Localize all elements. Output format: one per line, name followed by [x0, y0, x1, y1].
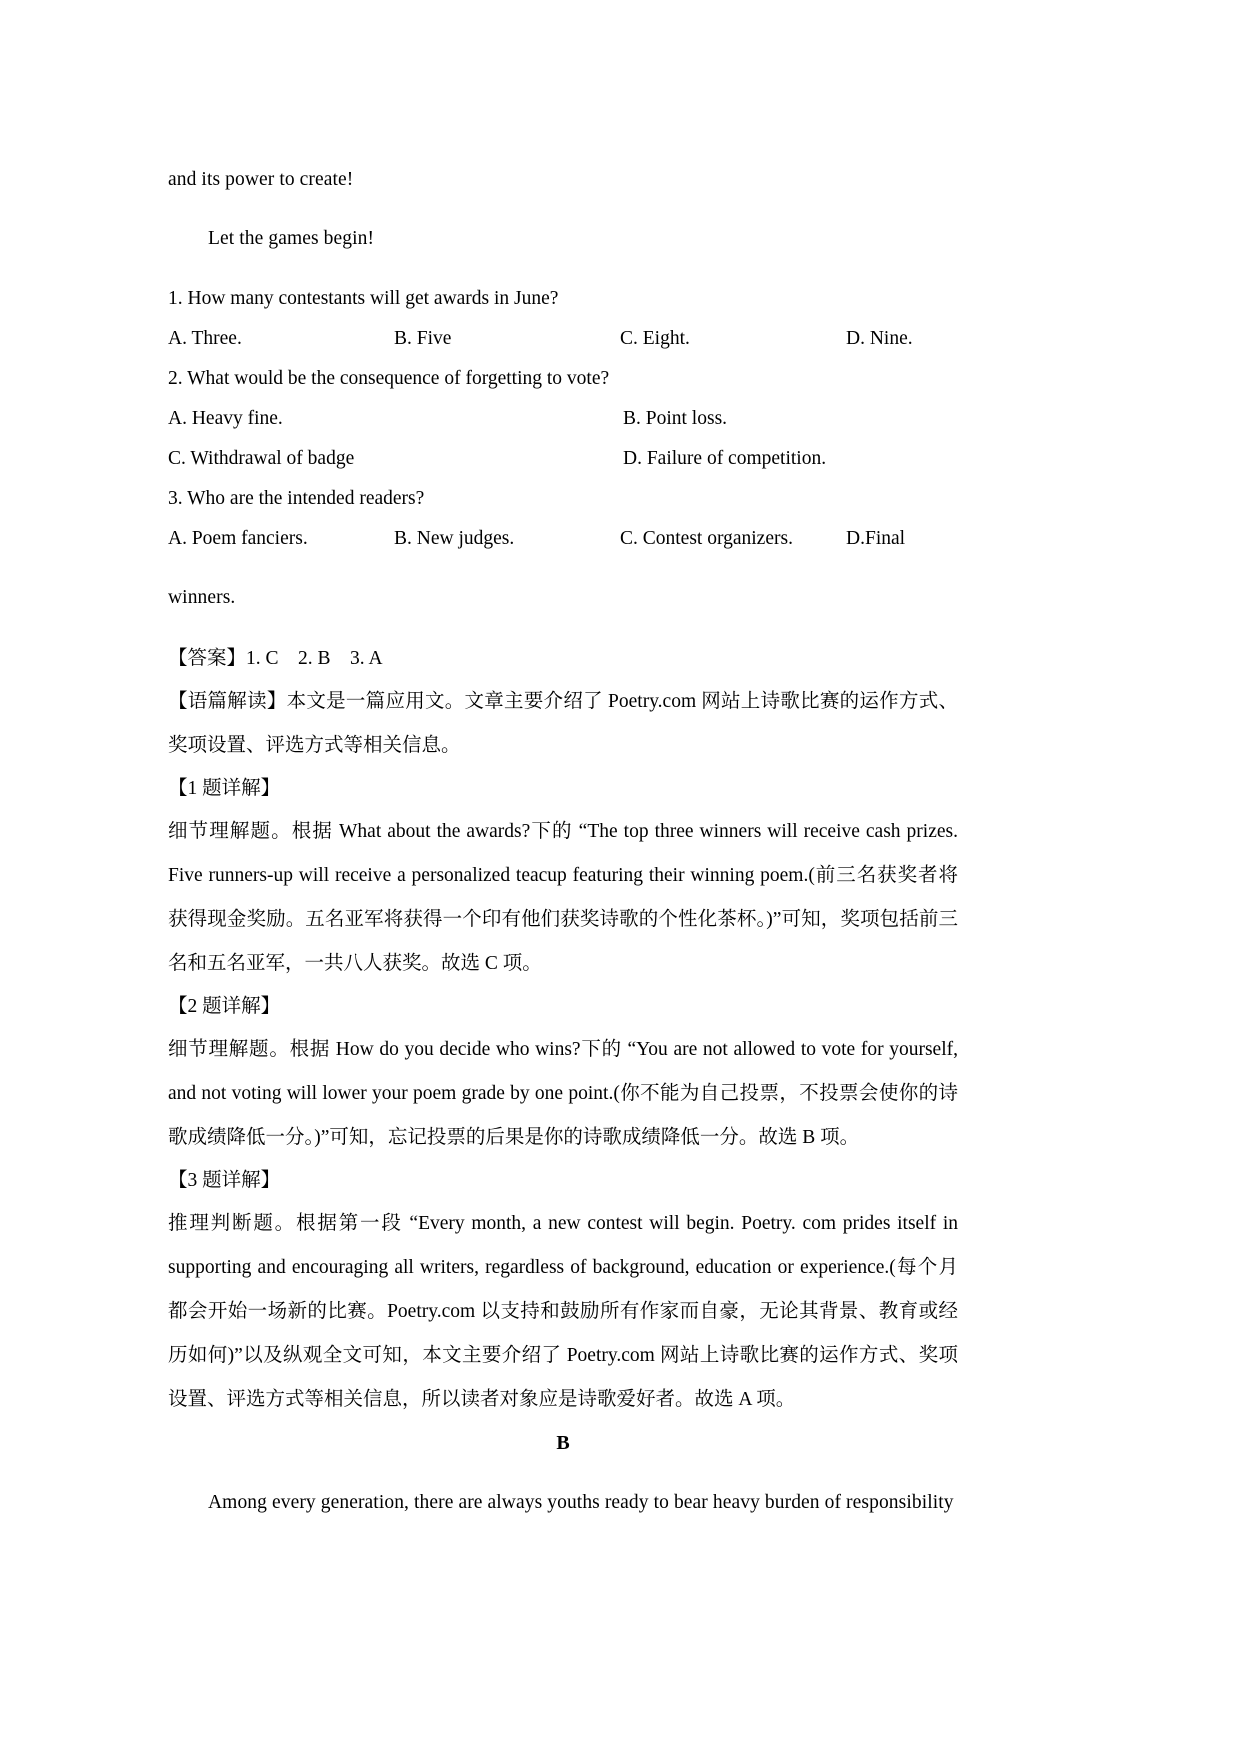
continued-text-line: and its power to create! — [168, 168, 354, 190]
explanation-3-heading: 【3 题详解】 — [168, 1169, 281, 1191]
question-1-options — [168, 319, 958, 359]
answer-label: 【答案】 — [168, 647, 247, 669]
section-b-first-paragraph: Among every generation, there are always youths ready to bear heavy burden of responsibility — [208, 1492, 954, 1513]
question-2-stem: 2. What would be the consequence of forgetting to vote? — [168, 367, 610, 389]
question-3-option-d-word: Final — [864, 527, 906, 549]
question-3-stem: 3. Who are the intended readers? — [168, 487, 425, 509]
question-3-option-b[interactable]: B. New judges. — [394, 527, 515, 549]
question-2-option-a[interactable]: A. Heavy fine. — [168, 407, 283, 429]
answer-key-line — [168, 638, 958, 680]
question-2-option-b[interactable]: B. Point loss. — [623, 407, 728, 429]
let-the-games-begin-line: Let the games begin! — [208, 228, 375, 249]
question-1-option-a[interactable]: A. Three. — [168, 327, 242, 349]
question-3-option-a[interactable]: A. Poem fanciers. — [168, 527, 308, 549]
question-2-options-row-1 — [168, 399, 958, 439]
explanation-2-text: 细节理解题。根据 How do you decide who wins?下的 “You are not allowed to vote for yourself, and not voting will lower your poem grade by one point.(你不能为自己投票，不投票会使你的诗歌成绩降低一分。)”可知，忘记投票的后果是你的诗歌成绩降低一分。故选 B 项。 — [168, 1038, 958, 1148]
section-b-heading: B — [556, 1431, 570, 1454]
question-1-stem: 1. How many contestants will get awards in June? — [168, 287, 559, 309]
question-3-option-c[interactable]: C. Contest organizers. — [620, 527, 793, 549]
explanation-2-heading: 【2 题详解】 — [168, 995, 281, 1017]
passage-reading-text: 本文是一篇应用文。文章主要介绍了 Poetry.com 网站上诗歌比赛的运作方式、奖项设置、评选方式等相关信息。 — [168, 690, 958, 756]
question-3-options — [168, 519, 958, 559]
document-body — [168, 160, 958, 1524]
question-2-options-row-2 — [168, 439, 958, 479]
question-1-option-c[interactable]: C. Eight. — [620, 327, 690, 349]
question-3-option-d[interactable] — [846, 519, 905, 559]
explanation-1-text: 细节理解题。根据 What about the awards?下的 “The top three winners will receive cash prizes. Five runners-up will receive a personalized teacup featuring their winning poem.(前三名获奖者将获得现金奖励。五名亚军将获得一个印有他们获奖诗歌的个性化茶杯。)”可知，奖项包括前三名和五名亚军，一共八人获奖。故选 C 项。 — [168, 820, 958, 974]
question-3-option-d-wrapped-tail: winners. — [168, 587, 236, 608]
question-1-option-b[interactable]: B. Five — [394, 327, 452, 349]
question-2-option-d[interactable]: D. Failure of competition. — [623, 447, 827, 469]
question-1-option-d[interactable]: D. Nine. — [846, 327, 913, 349]
question-3-option-d-letter: D. — [846, 527, 865, 549]
answer-value: 1. C 2. B 3. A — [246, 647, 383, 669]
explanation-1-heading: 【1 题详解】 — [168, 777, 281, 799]
question-2-option-c[interactable]: C. Withdrawal of badge — [168, 447, 355, 469]
explanation-3-text: 推理判断题。根据第一段 “Every month, a new contest will begin. Poetry. com prides itself in supporting and encouraging all writers, regardless of background, education or experience.(每个月都会开始一场新的比赛。Poetry.com 以支持和鼓励所有作家而自豪，无论其背景、教育或经历如何)”以及纵观全文可知，本文主要介绍了 Poetry.com 网站上诗歌比赛的运作方式、奖项设置、评选方式等相关信息，所以读者对象应是诗歌爱好者。故选 A 项。 — [168, 1212, 958, 1410]
passage-reading-label: 【语篇解读】 — [168, 690, 287, 712]
passage-reading-paragraph — [168, 680, 958, 768]
